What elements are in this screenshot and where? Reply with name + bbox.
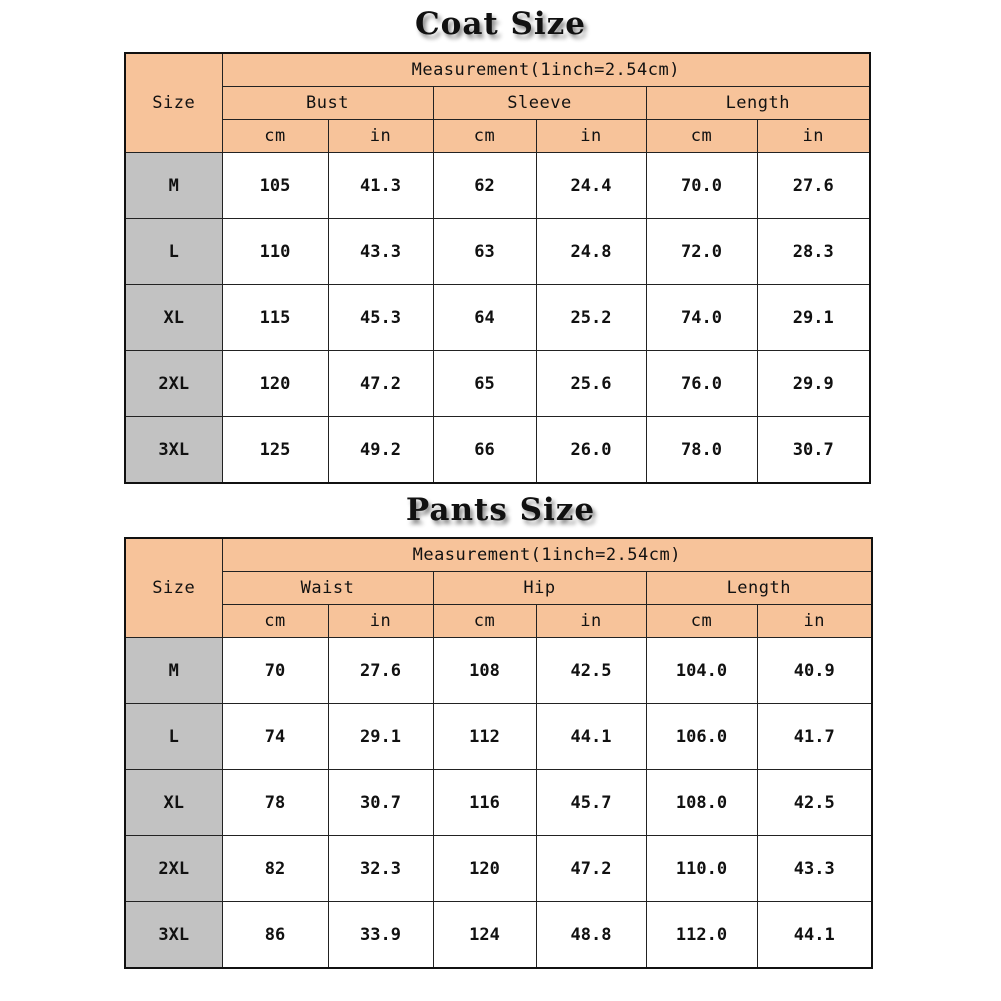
length-cm: 72.0 [646, 219, 757, 285]
waist-in: 33.9 [328, 902, 433, 969]
length-cm: 70.0 [646, 153, 757, 219]
unit-header: in [536, 605, 646, 638]
sleeve-cm: 64 [433, 285, 536, 351]
length-in: 30.7 [757, 417, 870, 484]
bust-in: 47.2 [328, 351, 433, 417]
bust-cm: 120 [222, 351, 328, 417]
size-label: XL [125, 770, 222, 836]
coat-size-title: Coat Size [414, 6, 587, 42]
size-label: L [125, 704, 222, 770]
measurement-header: Measurement(1inch=2.54cm) [222, 53, 870, 87]
table-row [125, 638, 872, 704]
length-in: 28.3 [757, 219, 870, 285]
unit-header: cm [222, 605, 328, 638]
table-row [125, 836, 872, 902]
size-label: 2XL [125, 351, 222, 417]
group-header-hip: Hip [433, 572, 646, 605]
hip-cm: 112 [433, 704, 536, 770]
hip-cm: 108 [433, 638, 536, 704]
sleeve-in: 24.4 [536, 153, 646, 219]
length-in: 44.1 [757, 902, 872, 969]
length-cm: 106.0 [646, 704, 757, 770]
group-header-waist: Waist [222, 572, 433, 605]
table-row [125, 153, 870, 219]
unit-header: cm [433, 120, 536, 153]
sleeve-in: 25.2 [536, 285, 646, 351]
waist-in: 29.1 [328, 704, 433, 770]
length-in: 29.1 [757, 285, 870, 351]
hip-in: 45.7 [536, 770, 646, 836]
unit-header: cm [433, 605, 536, 638]
size-label: M [125, 153, 222, 219]
size-label: L [125, 219, 222, 285]
group-header-sleeve: Sleeve [433, 87, 646, 120]
unit-header: in [328, 605, 433, 638]
length-cm: 110.0 [646, 836, 757, 902]
bust-in: 45.3 [328, 285, 433, 351]
length-in: 43.3 [757, 836, 872, 902]
table-row [125, 902, 872, 969]
table-row [125, 770, 872, 836]
length-cm: 104.0 [646, 638, 757, 704]
length-in: 41.7 [757, 704, 872, 770]
unit-header: cm [222, 120, 328, 153]
bust-in: 41.3 [328, 153, 433, 219]
bust-in: 43.3 [328, 219, 433, 285]
unit-header: in [757, 120, 870, 153]
table-row [125, 351, 870, 417]
waist-in: 30.7 [328, 770, 433, 836]
unit-header: cm [646, 605, 757, 638]
hip-in: 47.2 [536, 836, 646, 902]
hip-in: 42.5 [536, 638, 646, 704]
sleeve-cm: 62 [433, 153, 536, 219]
waist-cm: 82 [222, 836, 328, 902]
sleeve-in: 25.6 [536, 351, 646, 417]
hip-cm: 120 [433, 836, 536, 902]
waist-cm: 78 [222, 770, 328, 836]
pants-size-table [124, 537, 873, 969]
length-in: 42.5 [757, 770, 872, 836]
sleeve-cm: 65 [433, 351, 536, 417]
hip-in: 44.1 [536, 704, 646, 770]
bust-in: 49.2 [328, 417, 433, 484]
table-row [125, 285, 870, 351]
size-label: 3XL [125, 417, 222, 484]
waist-cm: 74 [222, 704, 328, 770]
unit-header: in [536, 120, 646, 153]
length-in: 29.9 [757, 351, 870, 417]
length-cm: 108.0 [646, 770, 757, 836]
length-cm: 74.0 [646, 285, 757, 351]
hip-in: 48.8 [536, 902, 646, 969]
size-label: 2XL [125, 836, 222, 902]
bust-cm: 115 [222, 285, 328, 351]
pants-size-title: Pants Size [405, 492, 596, 528]
table-row [125, 417, 870, 484]
waist-cm: 70 [222, 638, 328, 704]
unit-header: cm [646, 120, 757, 153]
size-header: Size [125, 53, 222, 153]
group-header-length: Length [646, 572, 872, 605]
length-in: 40.9 [757, 638, 872, 704]
hip-cm: 116 [433, 770, 536, 836]
measurement-header: Measurement(1inch=2.54cm) [222, 538, 872, 572]
sleeve-in: 26.0 [536, 417, 646, 484]
waist-cm: 86 [222, 902, 328, 969]
hip-cm: 124 [433, 902, 536, 969]
group-header-bust: Bust [222, 87, 433, 120]
size-label: M [125, 638, 222, 704]
size-label: 3XL [125, 902, 222, 969]
length-in: 27.6 [757, 153, 870, 219]
group-header-length: Length [646, 87, 870, 120]
length-cm: 76.0 [646, 351, 757, 417]
length-cm: 112.0 [646, 902, 757, 969]
bust-cm: 110 [222, 219, 328, 285]
sleeve-cm: 66 [433, 417, 536, 484]
bust-cm: 105 [222, 153, 328, 219]
length-cm: 78.0 [646, 417, 757, 484]
table-row [125, 219, 870, 285]
size-label: XL [125, 285, 222, 351]
sleeve-cm: 63 [433, 219, 536, 285]
sleeve-in: 24.8 [536, 219, 646, 285]
waist-in: 27.6 [328, 638, 433, 704]
unit-header: in [328, 120, 433, 153]
size-header: Size [125, 538, 222, 638]
unit-header: in [757, 605, 872, 638]
bust-cm: 125 [222, 417, 328, 484]
coat-size-table [124, 52, 871, 484]
table-row [125, 704, 872, 770]
waist-in: 32.3 [328, 836, 433, 902]
